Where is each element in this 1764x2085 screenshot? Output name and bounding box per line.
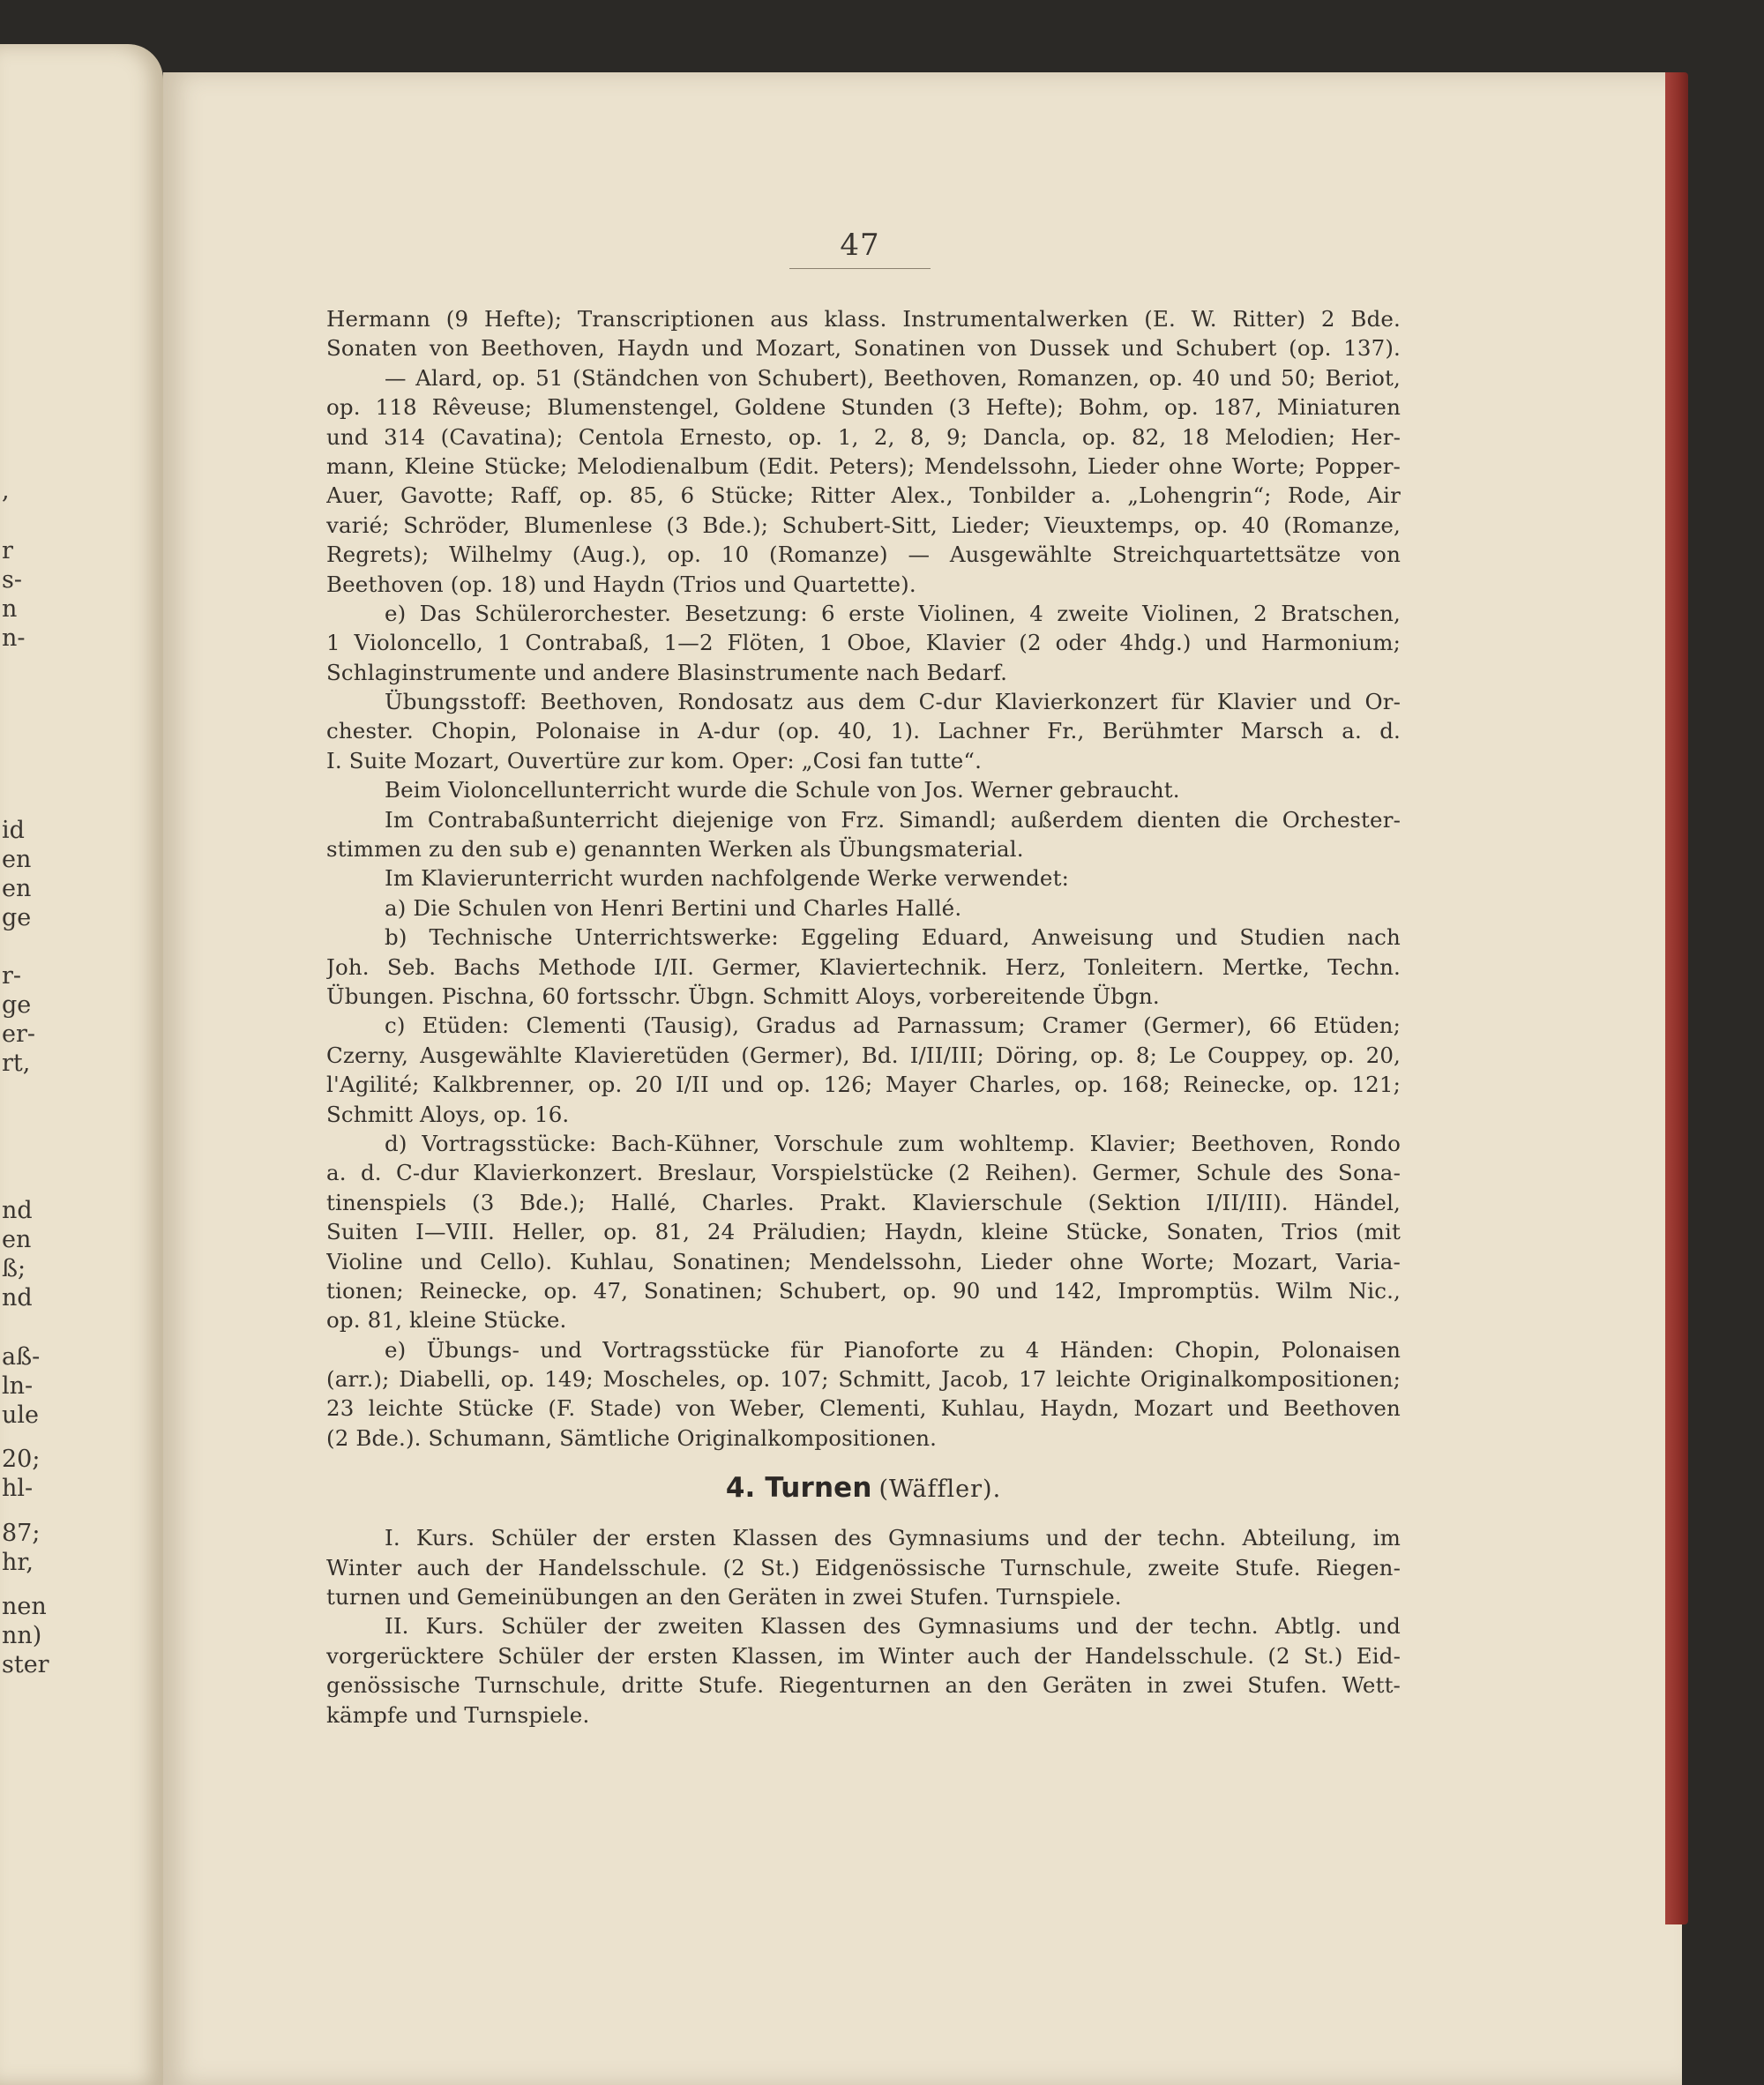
left-fragment: s-	[2, 566, 22, 594]
text-line: Schmitt Aloys, op. 16.	[326, 1101, 570, 1127]
text-line: mann, Kleine Stücke; Melodienalbum (Edit. Peters); Mendelssohn, Lieder ohne Worte; Popper-	[326, 452, 1401, 479]
text-line: chester. Chopin, Polonaise in A-dur (op. 40, 1). Lachner Fr., Berühmter Marsch a. d.	[326, 718, 1401, 744]
text-line: Hermann (9 Hefte); Transcriptionen aus klass. Instrumentalwerken (E. W. Ritter) 2 Bde.	[326, 306, 1401, 332]
text-line: stimmen zu den sub e) genannten Werken als Übungsmaterial.	[326, 836, 1024, 863]
section-heading	[326, 1453, 1401, 1523]
text-line: 1 Violoncello, 1 Contrabaß, 1—2 Flöten, 1 Oboe, Klavier (2 oder 4hdg.) und Harmonium;	[326, 630, 1401, 656]
text-line: op. 118 Rêveuse; Blumenstengel, Goldene Stunden (3 Hefte); Bohm, op. 187, Miniaturen	[326, 394, 1401, 421]
book-cover-edge	[1665, 72, 1688, 1924]
text-line: Joh. Seb. Bachs Methode I/II. Germer, Klaviertechnik. Herz, Tonleitern. Mertke, Techn.	[326, 953, 1401, 980]
text-line: Violine und Cello). Kuhlau, Sonatinen; Mendelssohn, Lieder ohne Worte; Mozart, Varia-	[326, 1248, 1401, 1274]
text-line: turnen und Gemeinübungen an den Geräten in zwei Stufen. Turnspiele.	[326, 1584, 1122, 1610]
text-line: op. 81, kleine Stücke.	[326, 1307, 567, 1334]
left-fragment: hr,	[2, 1549, 34, 1576]
section-subtitle: (Wäffler).	[878, 1476, 1002, 1504]
left-fragment: ß;	[2, 1255, 26, 1282]
text-line: (2 Bde.). Schumann, Sämtliche Originalkompositionen.	[326, 1424, 938, 1451]
text-line: Im Contrabaßunterricht diejenige von Frz. Simandl; außerdem dienten die Orchester-	[385, 806, 1401, 833]
left-fragment: ge	[2, 904, 32, 931]
left-fragment: r-	[2, 962, 22, 990]
left-fragment: en	[2, 846, 32, 873]
left-fragment: ster	[2, 1651, 49, 1678]
text-line: Schlaginstrumente und andere Blasinstrumente nach Bedarf.	[326, 659, 1008, 685]
text-line: Czerny, Ausgewählte Klavieretüden (Germer), Bd. I/II/III; Döring, op. 8; Le Couppey, op. 20,	[326, 1042, 1401, 1068]
left-fragment: rt,	[2, 1050, 31, 1077]
page-number: 47	[840, 228, 880, 263]
left-fragment: r	[2, 537, 13, 564]
text-line: Übungsstoff: Beethoven, Rondosatz aus dem C-dur Klavierkonzert für Klavier und Or-	[385, 689, 1401, 715]
left-fragment: nen	[2, 1593, 47, 1620]
text-line: b) Technische Unterrichtswerke: Eggeling Eduard, Anweisung und Studien nach	[385, 924, 1401, 951]
text-line: II. Kurs. Schüler der zweiten Klassen des Gymnasiums und der techn. Abtlg. und	[385, 1613, 1401, 1640]
left-fragment: n-	[2, 624, 26, 652]
text-line: und 314 (Cavatina); Centola Ernesto, op. 1, 2, 8, 9; Dancla, op. 82, 18 Melodien; Her-	[326, 423, 1401, 450]
text-line: — Alard, op. 51 (Ständchen von Schubert), Beethoven, Romanzen, op. 40 und 50; Beriot,	[385, 364, 1401, 391]
text-line: e) Übungs- und Vortragsstücke für Pianoforte zu 4 Händen: Chopin, Polonaisen	[385, 1336, 1401, 1363]
text-line: 23 leichte Stücke (F. Stade) von Weber, Clementi, Kuhlau, Haydn, Mozart und Beethoven	[326, 1395, 1401, 1422]
left-fragment: aß-	[2, 1343, 41, 1371]
left-fragment: hl-	[2, 1475, 34, 1502]
text-line: Beethoven (op. 18) und Haydn (Trios und Quartette).	[326, 571, 916, 597]
text-line: a. d. C-dur Klavierkonzert. Breslaur, Vorspielstücke (2 Reihen). Germer, Schule des Sona-	[326, 1160, 1401, 1186]
text-line: tinenspiels (3 Bde.); Hallé, Charles. Prakt. Klavierschule (Sektion I/II/III). Händel,	[326, 1189, 1401, 1215]
left-fragment: n	[2, 595, 18, 623]
text-line: c) Etüden: Clementi (Tausig), Gradus ad Parnassum; Cramer (Germer), 66 Etüden;	[385, 1013, 1401, 1039]
text-line: I. Kurs. Schüler der ersten Klassen des Gymnasiums und der techn. Abteilung, im	[385, 1525, 1401, 1551]
text-line: a) Die Schulen von Henri Bertini und Charles Hallé.	[385, 894, 962, 921]
left-fragment: ge	[2, 991, 32, 1019]
text-line: varié; Schröder, Blumenlese (3 Bde.); Schubert-Sitt, Lieder; Vieuxtemps, op. 40 (Romanze,	[326, 512, 1401, 538]
text-line: e) Das Schülerorchester. Besetzung: 6 erste Violinen, 4 zweite Violinen, 2 Bratschen,	[385, 600, 1401, 626]
text-line: Regrets); Wilhelmy (Aug.), op. 10 (Romanze) — Ausgewählte Streichquartettsätze von	[326, 542, 1401, 568]
page-number-rule	[789, 268, 931, 269]
left-fragment: 20;	[2, 1446, 41, 1473]
text-line: vorgerücktere Schüler der ersten Klassen, im Winter auch der Handelsschule. (2 St.) Eid-	[326, 1642, 1401, 1669]
text-line: d) Vortragsstücke: Bach-Kühner, Vorschule zum wohltemp. Klavier; Beethoven, Rondo	[385, 1130, 1401, 1156]
left-fragment: en	[2, 875, 32, 902]
left-fragment: ln-	[2, 1372, 34, 1400]
left-page	[0, 44, 163, 2085]
page-body	[326, 304, 1401, 1730]
text-line: tionen; Reinecke, op. 47, Sonatinen; Schubert, op. 90 und 142, Impromptüs. Wilm Nic.,	[326, 1277, 1401, 1304]
text-line: (arr.); Diabelli, op. 149; Moscheles, op. 107; Schmitt, Jacob, 17 leichte Originalkompositionen;	[326, 1366, 1401, 1393]
left-fragment: en	[2, 1226, 32, 1253]
left-fragment: er-	[2, 1020, 36, 1048]
text-line: kämpfe und Turnspiele.	[326, 1701, 590, 1728]
text-line: Auer, Gavotte; Raff, op. 85, 6 Stücke; Ritter Alex., Tonbilder a. „Lohengrin“; Rode, Air	[326, 482, 1401, 509]
left-fragment: nd	[2, 1197, 33, 1224]
left-fragment: nd	[2, 1284, 33, 1312]
left-fragment: ,	[2, 477, 10, 504]
text-line: Winter auch der Handelsschule. (2 St.) Eidgenössische Turnschule, zweite Stufe. Riegen-	[326, 1554, 1401, 1581]
text-line: Übungen. Pischna, 60 fortsschr. Übgn. Schmitt Aloys, vorbereitende Übgn.	[326, 983, 1160, 1009]
left-fragment: 87;	[2, 1520, 41, 1547]
text-line: Sonaten von Beethoven, Haydn und Mozart, Sonatinen von Dussek und Schubert (op. 137).	[326, 335, 1401, 362]
text-line: genössische Turnschule, dritte Stufe. Riegenturnen an den Geräten in zwei Stufen. Wett-	[326, 1672, 1401, 1699]
left-fragment: ule	[2, 1401, 40, 1429]
text-line: Suiten I—VIII. Heller, op. 81, 24 Präludien; Haydn, kleine Stücke, Sonaten, Trios (mit	[326, 1219, 1401, 1245]
left-fragment: nn)	[2, 1622, 42, 1649]
text-line: Beim Violoncellunterricht wurde die Schule von Jos. Werner gebraucht.	[385, 777, 1180, 803]
text-line: Im Klavierunterricht wurden nachfolgende Werke verwendet:	[385, 865, 1069, 892]
section-title: 4. Turnen	[725, 1472, 872, 1505]
left-fragment: id	[2, 817, 25, 844]
text-line: l'Agilité; Kalkbrenner, op. 20 I/II und op. 126; Mayer Charles, op. 168; Reinecke, op. 121;	[326, 1072, 1401, 1098]
text-line: I. Suite Mozart, Ouvertüre zur kom. Oper: „Cosi fan tutte“.	[326, 747, 983, 773]
